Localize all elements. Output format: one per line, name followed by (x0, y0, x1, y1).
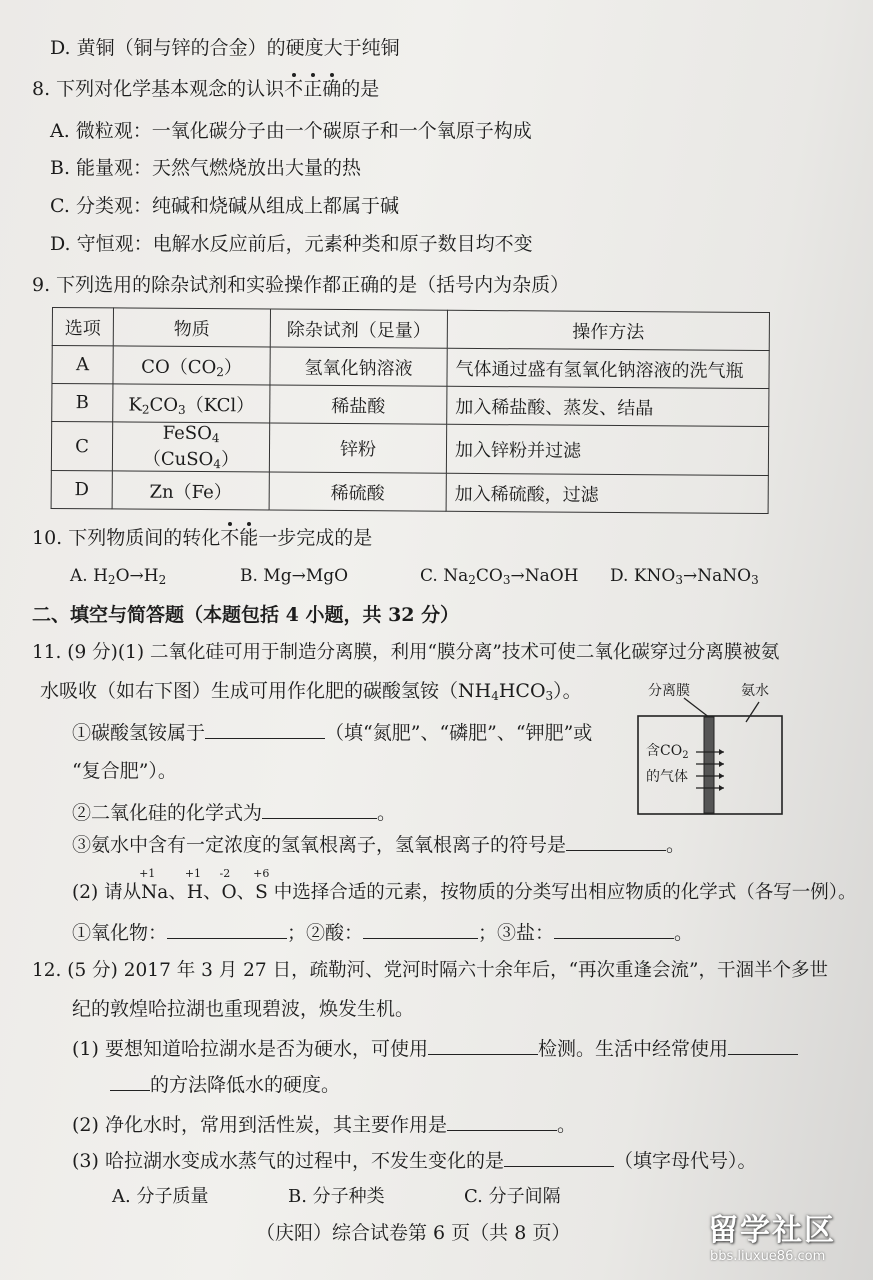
q12-text: (2) 净化水时，常用到活性炭，其主要作用是 (72, 1114, 447, 1136)
q7-option-d: D. 黄铜（铜与锌的合金）的硬度大于纯铜 (50, 37, 400, 59)
q12-text: 。 (556, 1114, 576, 1136)
membrane-diagram (636, 680, 786, 830)
table-cell (113, 346, 270, 385)
q12-text: 的方法降低水的硬度。 (150, 1074, 341, 1096)
formula-sub: 2 (216, 364, 224, 379)
formula-part: ） (223, 356, 243, 378)
q11-text: ②二氧化硅的化学式为 (72, 802, 263, 824)
q12-line1: 12. (5 分) 2017 年 3 月 27 日，疏勒河、党河时隔六十余年后，“再次重逢会流”，干涸半个多世 (32, 960, 828, 981)
formula-sub: 3 (502, 573, 511, 587)
formula-part: O→H (115, 566, 159, 586)
element-symbol: S (255, 882, 268, 903)
q11-part2: (2) 请从 +1 Na、 +1 H、 -2 O、 +6 S 中选择合适的元素，按物质的分类写出相应物质的化学式（各写一例）。 (72, 880, 857, 906)
q8-option-c: C. 分类观：纯碱和烧碱从组成上都属于碱 (50, 195, 399, 217)
formula-part: ） (220, 449, 240, 471)
q10-stem-tail: 一步完成的是 (258, 527, 373, 549)
formula-part: →NaNO (682, 566, 752, 586)
q11-text: ③氨水中含有一定浓度的氢氧根离子，氢氧根离子的符号是 (72, 834, 567, 856)
q11-text: ①氧化物： (72, 922, 168, 944)
element-with-valence (253, 867, 270, 906)
answer-blank[interactable] (428, 1034, 538, 1055)
site-watermark (700, 1205, 870, 1275)
q12-option-c: C. 分子间隔 (464, 1186, 561, 1207)
q10-option-d (610, 563, 759, 593)
table-cell: 锌粉 (269, 423, 446, 473)
table-cell: 加入稀硫酸，过滤 (446, 473, 768, 513)
q12-part3 (72, 1146, 756, 1174)
emphasis-char: 不 (284, 78, 304, 100)
q11-text: ）。 (553, 680, 582, 702)
q11-text: 水吸收（如右下图）生成可用作化肥的碳酸氢铵（NH (40, 680, 492, 702)
element-with-valence (219, 867, 237, 906)
valence: -2 (219, 867, 231, 880)
valence: +6 (253, 867, 270, 880)
formula-part: A. H (70, 566, 108, 586)
formula-part: FeSO (162, 422, 212, 445)
q11-text: （填“氮肥”、“磷肥”、“钾肥”或 (325, 722, 593, 744)
formula-part: （KCl） (185, 394, 255, 416)
formula-sub: 3 (177, 402, 186, 417)
gas-label-2: 的气体 (646, 769, 688, 785)
answer-blank[interactable] (447, 1110, 557, 1131)
q8-stem-text: 8. 下列对化学基本观念的认识 (32, 78, 285, 100)
q11-item2 (72, 798, 396, 826)
valence: +1 (139, 867, 156, 880)
q8-stem (32, 76, 379, 102)
answer-blank[interactable] (110, 1070, 150, 1091)
q11-item3 (72, 830, 685, 858)
q8-option-b: B. 能量观：天然气燃烧放出大量的热 (50, 157, 362, 179)
q10-option-a (70, 563, 166, 593)
table-cell: 氢氧化钠溶液 (270, 347, 447, 386)
formula-part: CO (149, 394, 179, 416)
q11-answers (72, 918, 693, 946)
table-header: 选项 (52, 308, 113, 346)
table-row (52, 346, 769, 389)
q11-text: 。 (666, 834, 686, 856)
emphasis-char: 不 (220, 527, 240, 549)
q8-option-a: A. 微粒观：一氧化碳分子由一个碳原子和一个氧原子构成 (50, 120, 532, 142)
formula-sub: 3 (751, 573, 759, 587)
gas-label-text: 含CO (646, 743, 683, 759)
q11-text: ①碳酸氢铵属于 (72, 722, 206, 744)
table-cell: D (51, 470, 112, 508)
table-cell: 稀盐酸 (270, 385, 447, 424)
q10-stem (32, 525, 372, 551)
answer-blank[interactable] (566, 830, 666, 851)
q11-item1 (72, 718, 592, 746)
q11-line2 (40, 678, 582, 709)
table-cell: A (52, 346, 113, 384)
table-cell: 加入锌粉并过滤 (446, 424, 768, 475)
emphasis-char: 能 (239, 527, 259, 549)
q11-text: HCO (498, 680, 546, 702)
answer-blank[interactable] (205, 718, 325, 739)
table-header: 除杂试剂（足量） (270, 309, 447, 348)
q12-text: (1) 要想知道哈拉湖水是否为硬水，可使用 (72, 1038, 428, 1060)
watermark-title: 留学社区 (708, 1213, 836, 1248)
q11-item1-tail: “复合肥”）。 (72, 760, 177, 782)
q12-part1-tail (110, 1070, 340, 1098)
formula-sub: 4 (211, 431, 220, 446)
emphasis-char: 确 (322, 78, 342, 100)
element-symbol: O (221, 882, 237, 903)
ammonia-label: 氨水 (741, 683, 769, 699)
table-row (51, 470, 768, 513)
formula-part: （CuSO (142, 448, 214, 471)
formula-sub: 2 (468, 573, 476, 587)
answer-blank[interactable] (167, 918, 287, 939)
formula-part: →NaOH (510, 566, 579, 586)
answer-blank[interactable] (728, 1034, 798, 1055)
element-symbol: H (186, 882, 203, 903)
q11-text: ；③盐： (478, 922, 555, 944)
q8-stem-tail: 的是 (341, 78, 380, 100)
valence: +1 (184, 867, 202, 880)
formula-sub: 2 (141, 402, 150, 417)
formula-sub: 2 (682, 750, 689, 761)
q11-line1: 11. (9 分)(1) 二氧化硅可用于制造分离膜，利用“膜分离”技术可使二氧化碳穿过分离膜被氨 (32, 642, 780, 663)
table-header: 物质 (113, 308, 270, 347)
table-header-row (52, 308, 769, 351)
table-cell: B (52, 384, 113, 422)
q9-stem: 9. 下列选用的除杂试剂和实验操作都正确的是（括号内为杂质） (32, 274, 570, 296)
q11-text: 中选择合适的元素，按物质的分类写出相应物质的化学式（各写一例）。 (273, 882, 857, 903)
element-with-valence (184, 867, 203, 906)
q11-text: (2) 请从 (72, 882, 142, 903)
formula-sub: 3 (675, 573, 683, 587)
element-symbol: Na (141, 882, 169, 903)
gas-label (646, 742, 689, 765)
q11-text: ；②酸： (287, 922, 364, 944)
q9-table (51, 307, 770, 514)
q12-text: 检测。生活中经常使用 (537, 1038, 728, 1060)
q12-text: (3) 哈拉湖水变成水蒸气的过程中，不发生变化的是 (72, 1150, 504, 1172)
formula-part: C. Na (420, 566, 469, 586)
formula-part: CO (475, 566, 503, 586)
q12-text: （填字母代号）。 (613, 1150, 757, 1172)
q12-part1 (72, 1034, 798, 1062)
table-cell: C (51, 422, 112, 471)
formula-sub: 2 (107, 573, 116, 587)
table-header: 操作方法 (447, 310, 769, 350)
emphasis-char: 正 (303, 78, 323, 100)
table-cell (113, 384, 270, 423)
answer-blank[interactable] (554, 918, 674, 939)
q12-line2: 纪的敦煌哈拉湖也重现碧波，焕发生机。 (72, 998, 415, 1020)
formula-sub: 4 (491, 689, 499, 703)
formula-sub: 3 (545, 689, 554, 703)
q12-option-a: A. 分子质量 (112, 1186, 209, 1207)
q10-option-b: B. Mg→MgO (240, 566, 349, 586)
q12-option-b: B. 分子种类 (288, 1186, 385, 1207)
q11-text: 。 (377, 802, 397, 824)
element-with-valence (139, 867, 169, 906)
table-cell: 稀硫酸 (269, 472, 446, 511)
table-cell: 加入稀盐酸、蒸发、结晶 (447, 386, 769, 426)
watermark-url: bbs.liuxue86.com (710, 1249, 826, 1264)
formula-part: CO（CO (141, 356, 217, 378)
table-row (51, 422, 768, 476)
table-cell: Zn（Fe） (112, 471, 269, 510)
q12-part2 (72, 1110, 576, 1138)
q10-option-c (420, 563, 579, 593)
table-cell (112, 422, 269, 472)
q10-stem-text: 10. 下列物质间的转化 (32, 527, 221, 549)
page-footer: （庆阳）综合试卷第 6 页（共 8 页） (256, 1222, 571, 1244)
answer-blank[interactable] (504, 1146, 614, 1167)
formula-sub: 4 (213, 457, 222, 472)
formula-sub: 2 (158, 573, 167, 587)
answer-blank[interactable] (363, 918, 478, 939)
membrane-label: 分离膜 (648, 683, 690, 699)
section-title: 二、填空与简答题（本题包括 4 小题，共 32 分） (32, 604, 460, 626)
table-cell: 气体通过盛有氢氧化钠溶液的洗气瓶 (447, 348, 769, 388)
q8-option-d: D. 守恒观：电解水反应前后，元素种类和原子数目均不变 (50, 233, 533, 255)
formula-part: K (128, 394, 142, 416)
table-row (52, 384, 769, 427)
answer-blank[interactable] (262, 798, 377, 819)
q11-text: 。 (674, 922, 694, 944)
formula-part: D. KNO (610, 566, 676, 586)
